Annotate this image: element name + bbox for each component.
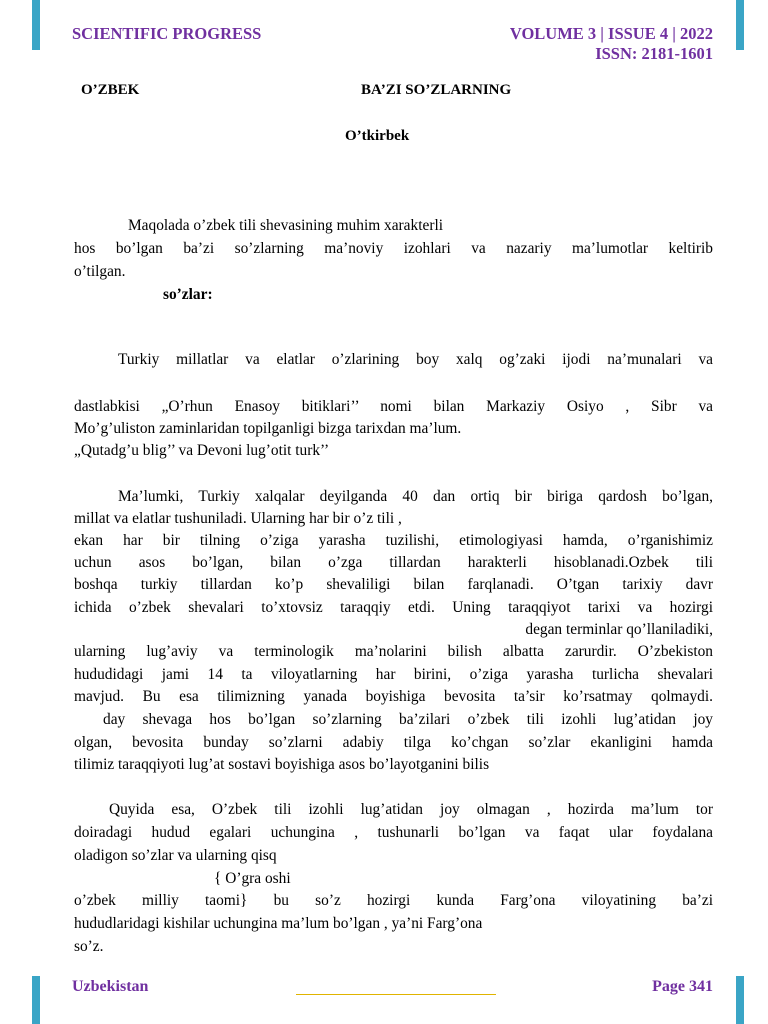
body-line: ekan har bir tilning o’ziga yarasha tuzilishi, etimologiyasi hamda, o’rganishimiz bbox=[74, 532, 713, 549]
abstract-line: Maqolada o’zbek tili shevasining muhim xarakterli bbox=[128, 217, 443, 234]
body-line: „Qutadg’u blig’’ va Devoni lug’otit turk’’ bbox=[74, 442, 330, 459]
title-part-1: O’ZBEK bbox=[81, 82, 140, 98]
body-line: oladigon so’zlar va ularning qisq bbox=[74, 847, 277, 864]
issue-info bbox=[510, 24, 713, 64]
decorative-bar-bottom-left bbox=[32, 976, 40, 1024]
journal-name: SCIENTIFIC PROGRESS bbox=[72, 24, 262, 43]
author-name: O’tkirbek bbox=[345, 128, 410, 144]
abstract-line: o’tilgan. bbox=[74, 263, 126, 280]
decorative-bar-top-left bbox=[32, 0, 40, 50]
body-line: millat va elatlar tushuniladi. Ularning har bir o’z tili , bbox=[74, 510, 402, 527]
decorative-bar-bottom-right bbox=[736, 976, 744, 1024]
body-line: mavjud. Bu esa tilimizning yanada boyishiga bevosita ta’sir ko’rsatmay qolmaydi. bbox=[74, 688, 713, 705]
issn: ISSN: 2181-1601 bbox=[595, 44, 713, 63]
body-line: Ma’lumki, Turkiy xalqalar deyilganda 40 dan ortiq bir biriga qardosh bo’lgan, bbox=[118, 488, 713, 505]
footer-divider bbox=[296, 994, 496, 995]
page-number: Page 341 bbox=[652, 978, 713, 995]
body-line: degan terminlar qo’llaniladiki, bbox=[525, 621, 713, 638]
body-line: tilimiz taraqqiyoti lug’at sostavi boyishiga asos bo’layotganini bilis bbox=[74, 756, 490, 773]
title-part-2: BA’ZI SO’ZLARNING bbox=[361, 82, 512, 98]
body-line: olgan, bevosita bunday so’zlarni adabiy tilga ko’chgan so’zlar ekanligini hamda bbox=[74, 734, 713, 751]
decorative-bar-top-right bbox=[736, 0, 744, 50]
body-line: o’zbek milliy taomi} bu so’z hozirgi kunda Farg’ona viloyatining ba’zi bbox=[74, 892, 713, 909]
body-line: ularning lug’aviy va terminologik ma’nolarini bilish albatta zarurdir. O’zbekiston bbox=[74, 643, 713, 660]
keywords-label: so’zlar: bbox=[163, 286, 213, 303]
body-line: dastlabkisi „O’rhun Enasoy bitiklari’’ nomi bilan Markaziy Osiyo , Sibr va bbox=[74, 398, 713, 415]
body-line: boshqa turkiy tillardan ko’p shevaliligi bilan farqlanadi. O’tgan tarixiy davr bbox=[74, 576, 713, 593]
abstract-line: hos bo’lgan ba’zi so’zlarning ma’noviy izohlari va nazariy ma’lumotlar keltirib bbox=[74, 240, 713, 257]
body-line: Turkiy millatlar va elatlar o’zlarining boy xalq og’zaki ijodi na’munalari va bbox=[118, 351, 713, 368]
body-line: so’z. bbox=[74, 938, 104, 955]
body-line: day shevaga hos bo’lgan so’zlarning ba’zilari o’zbek tili izohli lug’atidan joy bbox=[103, 711, 713, 728]
body-line: { O’gra oshi bbox=[214, 870, 291, 887]
body-line: ichida o’zbek shevalari to’xtovsiz taraqqiy etdi. Uning taraqqiyot tarixi va hozirgi bbox=[74, 599, 713, 616]
body-line: Mo’g’uliston zaminlaridan topilganligi bizga tarixdan ma’lum. bbox=[74, 420, 462, 437]
body-line: doiradagi hudud egalari uchungina , tushunarli bo’lgan va faqat ular foydalana bbox=[74, 824, 713, 841]
volume-issue: VOLUME 3 | ISSUE 4 | 2022 bbox=[509, 24, 713, 43]
body-line: uchun asos bo’lgan, bilan o’zga tillardan harakterli hisoblanadi.Ozbek tili bbox=[74, 554, 713, 571]
body-line: hududlaridagi kishilar uchungina ma’lum bo’lgan , ya’ni Farg’ona bbox=[74, 915, 483, 932]
footer-country: Uzbekistan bbox=[72, 978, 149, 995]
body-line: Quyida esa, O’zbek tili izohli lug’atidan joy olmagan , hozirda ma’lum tor bbox=[109, 801, 713, 818]
body-line: hududidagi jami 14 ta viloyatlarning har birini, o’ziga yarasha turlicha shevalari bbox=[74, 666, 713, 683]
